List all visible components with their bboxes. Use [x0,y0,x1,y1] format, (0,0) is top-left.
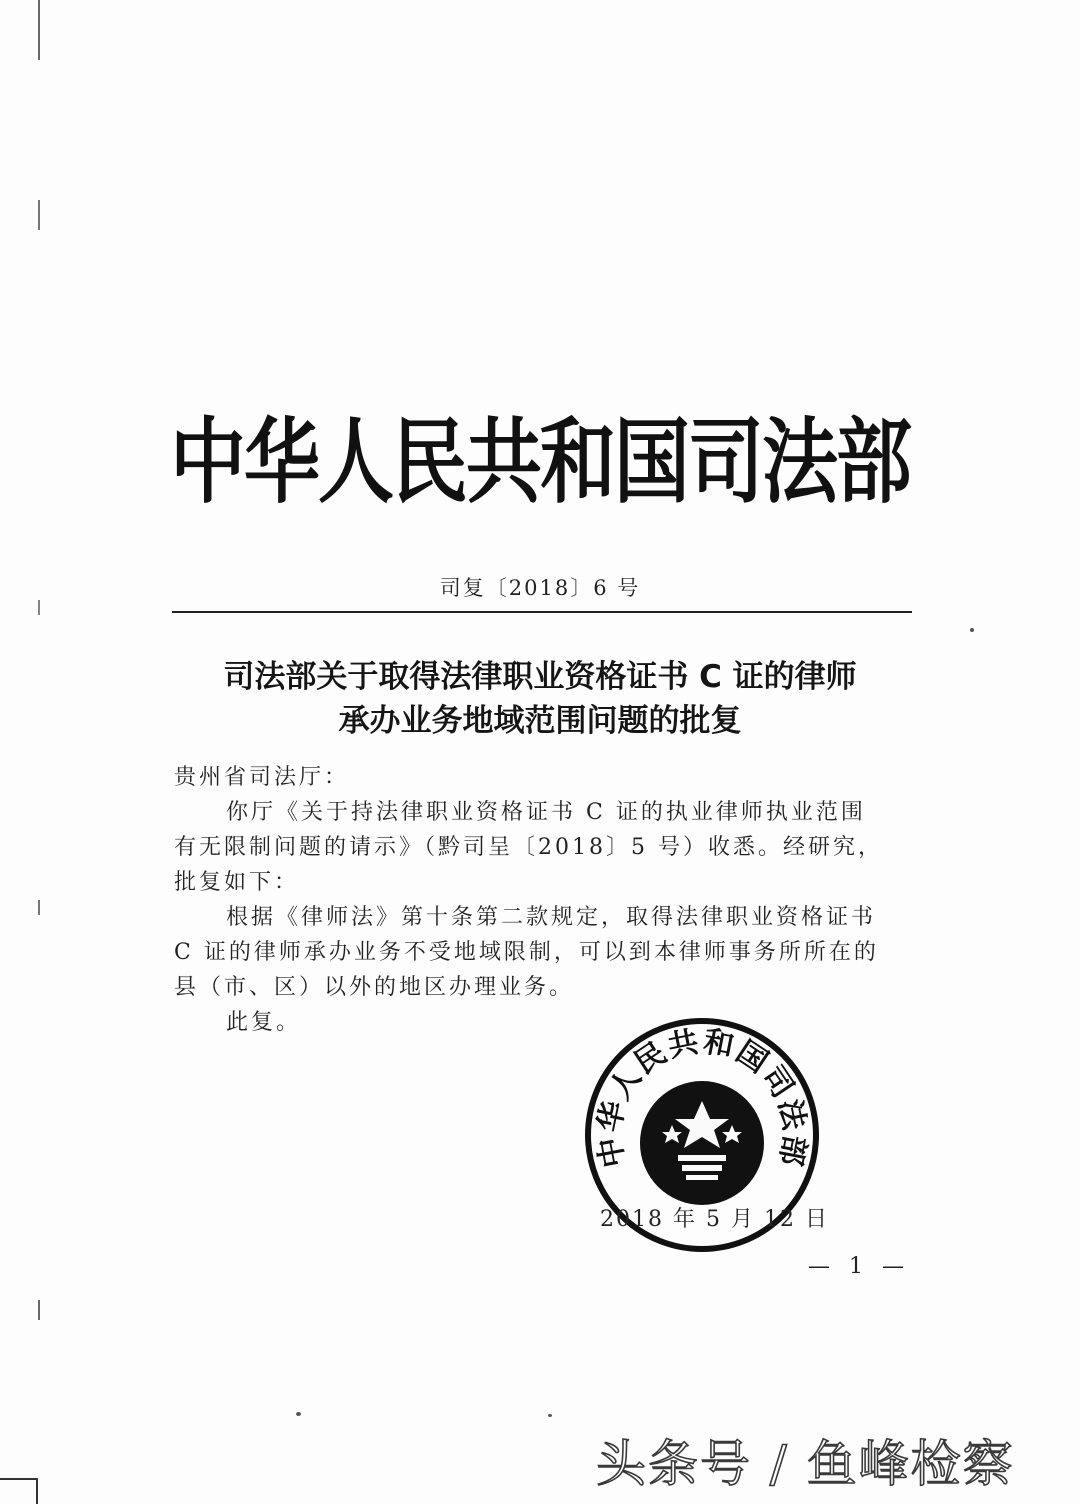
document-date: 2018 年 5 月 12 日 [600,1207,829,1232]
body-line: 批复如下： [174,870,300,895]
scan-corner [36,1478,38,1504]
scan-speck [548,1414,552,1417]
document-title-line: 司法部关于取得法律职业资格证书 C 证的律师 [223,659,857,695]
document-number: 司复〔2018〕6 号 [439,576,641,600]
addressee: 贵州省司法厅： [174,765,350,790]
body-line: 你厅《关于持法律职业资格证书 C 证的执业律师执业范围 [226,800,866,825]
scan-speck [970,628,974,632]
document-title [150,655,930,743]
body-line: 此复。 [226,1010,302,1035]
scan-edge-bottom [0,1478,36,1480]
national-emblem [640,1081,764,1205]
body-line: 根据《律师法》第十条第二款规定，取得法律职业资格证书 [226,905,877,930]
body-line: 县（市、区）以外的地区办理业务。 [174,975,575,1000]
scan-edge-left [38,0,40,1504]
scan-speck [296,1412,301,1416]
svg-text:中华人民共和国司法部: 中华人民共和国司法部 [591,1024,813,1171]
header-divider [172,611,912,613]
page-number: — 1 — [808,1254,910,1279]
agency-header: 中华人民共和国司法部 [170,407,910,517]
document-body [174,760,914,1040]
body-line: 有无限制问题的请示》（黔司呈〔2018〕5 号）收悉。经研究， [174,835,883,860]
watermark: 头条号 / 鱼峰检察 [596,1435,1015,1493]
document-title-line: 承办业务地域范围问题的批复 [338,703,742,739]
body-line: C 证的律师承办业务不受地域限制，可以到本律师事务所所在的 [174,940,879,965]
